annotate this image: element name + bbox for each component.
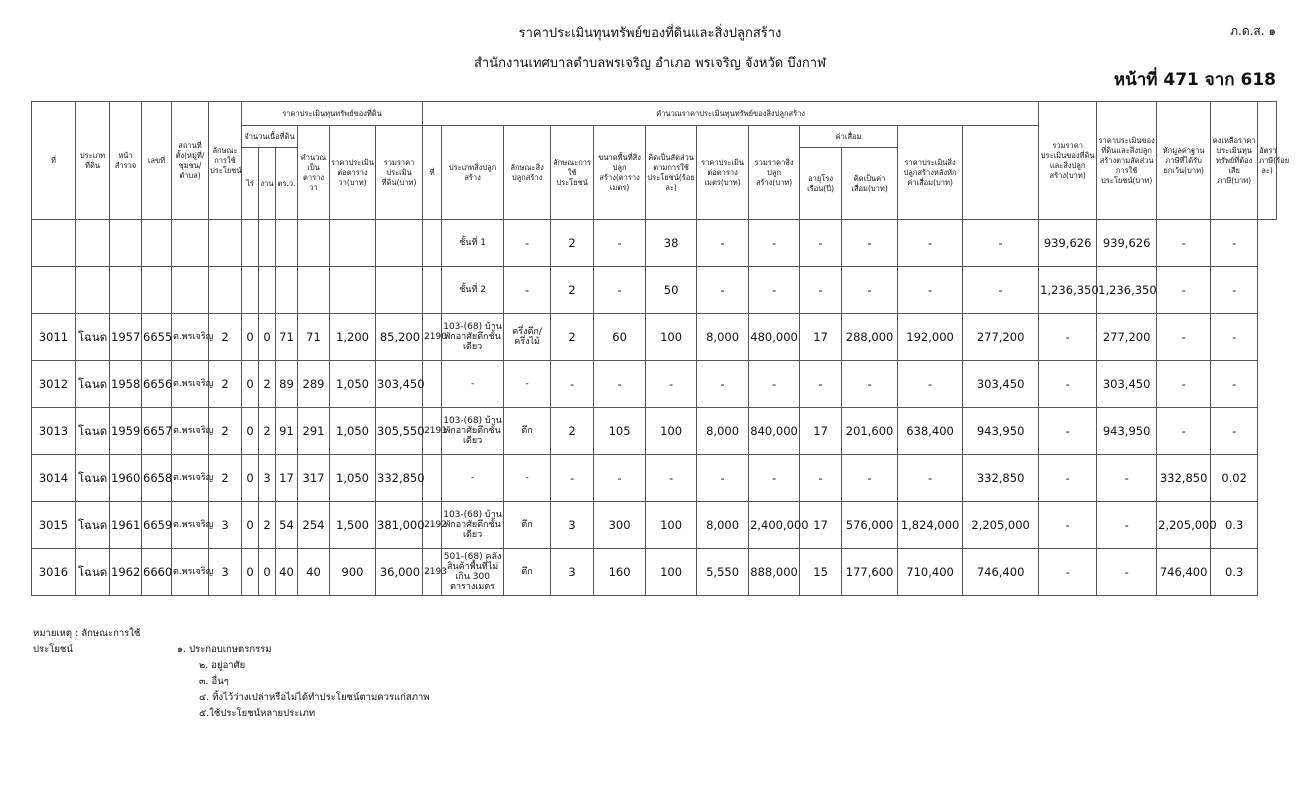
assessment-table (31, 101, 1290, 596)
cell-rate: - (1211, 361, 1258, 408)
floor-after: - (898, 220, 963, 267)
cell-taxable: - (1157, 361, 1211, 408)
cell-page: 1960 (110, 455, 142, 502)
cell-doc: โฉนด (76, 549, 110, 596)
cell-by-usage: - (1039, 314, 1097, 361)
cell-wa: 91 (276, 408, 298, 455)
cell-loc: ต.พรเจริญ (172, 549, 209, 596)
cell-busage: 3 (551, 502, 594, 549)
cell-after: 710,400 (898, 549, 963, 596)
table-row (32, 549, 1277, 596)
cell-btype: 103-(68) บ้านพักอาศัยตึกชั้นเดียว (442, 502, 504, 549)
floor-price-m: - (697, 220, 749, 267)
cell-doc: โฉนด (76, 502, 110, 549)
floor-depr: - (842, 267, 898, 314)
col-busage: ลักษณะการใช้ประโยชน์ (551, 126, 594, 220)
cell-doc: โฉนด (76, 361, 110, 408)
cell-num: 6658 (142, 455, 172, 502)
table-row (32, 361, 1277, 408)
col-bprice-m: ราคาประเมินต่อตารางเมตร(บาท) (697, 126, 749, 220)
cell-no: 3015 (32, 502, 76, 549)
col-land-total: รวมราคาประเมินที่ดิน(บาท) (376, 126, 423, 220)
cell-taxable: 746,400 (1157, 549, 1211, 596)
table-body (32, 220, 1277, 596)
cell-calc: 40 (298, 549, 330, 596)
cell-bprice: - (697, 361, 749, 408)
cell-bpct: 100 (646, 408, 697, 455)
empty-cell (330, 267, 376, 314)
cell-page: 1957 (110, 314, 142, 361)
col-number: เลขที่ (142, 102, 172, 220)
cell-bkind: - (504, 361, 551, 408)
cell-barea: 300 (594, 502, 646, 549)
floor-kind: - (504, 267, 551, 314)
cell-no: 3011 (32, 314, 76, 361)
cell-btotal: 480,000 (749, 314, 800, 361)
floor-rate: - (1211, 267, 1258, 314)
cell-bkind: ตึก (504, 502, 551, 549)
cell-land: 305,550 (376, 408, 423, 455)
empty-cell (376, 267, 423, 314)
cell-doc: โฉนด (76, 408, 110, 455)
col-usage: ลักษณะการใช้ประโยชน์ (209, 102, 242, 220)
empty-cell (209, 220, 242, 267)
floor-by-usage: 939,626 (1039, 220, 1097, 267)
cell-bpct: 100 (646, 549, 697, 596)
cell-ngan: 0 (259, 314, 276, 361)
col-by-usage: ราคาประเมินของที่ดินและสิ่งปลูกสร้างตามสัดส่วนการใช้ประโยชน์(บาท) (1097, 102, 1157, 220)
floor-pct: 38 (646, 220, 697, 267)
cell-page: 1959 (110, 408, 142, 455)
empty-cell (298, 220, 330, 267)
cell-grand: 2,205,000 (963, 502, 1039, 549)
cell-calc: 291 (298, 408, 330, 455)
cell-price: 1,050 (330, 408, 376, 455)
empty-cell (209, 267, 242, 314)
cell-ngan: 2 (259, 408, 276, 455)
empty-cell (32, 220, 76, 267)
cell-age: 17 (800, 314, 842, 361)
floor-btotal: - (749, 267, 800, 314)
cell-num: 6657 (142, 408, 172, 455)
cell-page: 1961 (110, 502, 142, 549)
floor-label: ชั้นที่ 2 (442, 267, 504, 314)
col-doc-type: ประเภทที่ดิน (76, 102, 110, 220)
cell-bpct: 100 (646, 502, 697, 549)
cell-by-usage: - (1039, 361, 1097, 408)
cell-page: 1958 (110, 361, 142, 408)
col-bkind: ลักษณะสิ่งปลูกสร้าง (504, 126, 551, 220)
cell-rai: 0 (242, 314, 259, 361)
cell-by-usage: - (1039, 408, 1097, 455)
empty-cell (276, 220, 298, 267)
floor-age: - (800, 220, 842, 267)
col-grand: รวมราคาประเมินของที่ดินและสิ่งปลูกสร้าง(บาท) (1039, 102, 1097, 220)
floor-btotal: - (749, 220, 800, 267)
cell-doc: โฉนด (76, 314, 110, 361)
empty-cell (110, 220, 142, 267)
cell-calc: 254 (298, 502, 330, 549)
cell-calc: 289 (298, 361, 330, 408)
table-row (32, 408, 1277, 455)
empty-cell (423, 267, 442, 314)
col-taxable: คงเหลือราคาประเมินทุนทรัพย์ที่ต้องเสียภาษี(บาท) (1211, 102, 1258, 220)
empty-cell (259, 267, 276, 314)
cell-ngan: 2 (259, 361, 276, 408)
cell-by-usage: - (1039, 455, 1097, 502)
empty-cell (172, 267, 209, 314)
cell-land: 332,850 (376, 455, 423, 502)
floor-kind: - (504, 220, 551, 267)
col-depr-amt: คิดเป็นค่าเสื่อม(บาท) (842, 148, 898, 220)
form-code: ภ.ด.ส. ๑ (1230, 24, 1276, 38)
col-age: อายุโรงเรือน(ปี) (800, 148, 842, 220)
empty-cell (242, 267, 259, 314)
col-wa: ตร.ว. (276, 148, 298, 220)
cell-after: - (898, 455, 963, 502)
cell-taxable: 332,850 (1157, 455, 1211, 502)
cell-bkind: ตึก (504, 549, 551, 596)
cell-btotal: 840,000 (749, 408, 800, 455)
cell-no: 3013 (32, 408, 76, 455)
cell-bprice: 8,000 (697, 314, 749, 361)
cell-wa: 71 (276, 314, 298, 361)
col-barea: ขนาดพื้นที่สิ่งปลูกสร้าง(ตารางเมตร) (594, 126, 646, 220)
cell-btype: 501-(68) คลังสินค้าพื้นที่ไม่เกิน 300 ตารางเมตร (442, 549, 504, 596)
cell-btype: - (442, 455, 504, 502)
group-building: คำนวณราคาประเมินทุนทรัพย์ของสิ่งปลูกสร้าง (423, 102, 1039, 126)
cell-rai: 0 (242, 549, 259, 596)
cell-deduct: 303,450 (1097, 361, 1157, 408)
group-area: จำนวนเนื้อที่ดิน (242, 126, 298, 148)
cell-deduct: - (1097, 502, 1157, 549)
cell-doc: โฉนด (76, 455, 110, 502)
cell-wa: 54 (276, 502, 298, 549)
cell-busage: - (551, 455, 594, 502)
empty-cell (276, 267, 298, 314)
office-subtitle: สำนักงานเทศบาลตำบลพรเจริญ อำเภอ พรเจริญ จังหวัด บึงกาฬ (473, 56, 826, 71)
cell-age: 17 (800, 502, 842, 549)
floor-row (32, 220, 1277, 267)
cell-bno (423, 455, 442, 502)
floor-usage: 2 (551, 220, 594, 267)
floor-deduct: 1,236,350 (1097, 267, 1157, 314)
notes-label: หมายเหตุ : ลักษณะการใช้ประโยชน์ (33, 628, 141, 655)
empty-cell (32, 267, 76, 314)
cell-grand: 943,950 (963, 408, 1039, 455)
cell-loc: ต.พรเจริญ (172, 408, 209, 455)
cell-rate: 0.3 (1211, 502, 1258, 549)
cell-land: 36,000 (376, 549, 423, 596)
cell-grand: 332,850 (963, 455, 1039, 502)
cell-age: - (800, 361, 842, 408)
cell-bprice: 8,000 (697, 502, 749, 549)
col-after-depr: ราคาประเมินสิ่งปลูกสร้างหลังหักค่าเสื่อม(บาท) (898, 126, 963, 220)
cell-loc: ต.พรเจริญ (172, 314, 209, 361)
col-btype: ประเภทสิ่งปลูกสร้าง (442, 126, 504, 220)
floor-by-usage: 1,236,350 (1039, 267, 1097, 314)
cell-btotal: 2,400,000 (749, 502, 800, 549)
floor-grand: - (963, 220, 1039, 267)
cell-bno: 2191 (423, 408, 442, 455)
empty-cell (76, 220, 110, 267)
empty-cell (330, 220, 376, 267)
floor-grand: - (963, 267, 1039, 314)
cell-barea: - (594, 361, 646, 408)
floor-row (32, 267, 1277, 314)
cell-num: 6660 (142, 549, 172, 596)
cell-barea: 105 (594, 408, 646, 455)
cell-bkind: ครึ่งตึก/ครึ่งไม้ (504, 314, 551, 361)
cell-usage: 3 (209, 502, 242, 549)
cell-price: 1,050 (330, 361, 376, 408)
cell-num: 6656 (142, 361, 172, 408)
cell-grand: 303,450 (963, 361, 1039, 408)
cell-rate: 0.02 (1211, 455, 1258, 502)
note-item: ๔. ทิ้งไว้ว่างเปล่าหรือไม่ได้ทำประโยชน์ตามควรแก่สภาพ (199, 692, 430, 703)
cell-no: 3012 (32, 361, 76, 408)
cell-num: 6659 (142, 502, 172, 549)
notes (33, 626, 430, 722)
cell-after: 638,400 (898, 408, 963, 455)
cell-bprice: 5,550 (697, 549, 749, 596)
cell-bprice: - (697, 455, 749, 502)
empty-cell (423, 220, 442, 267)
cell-usage: 3 (209, 549, 242, 596)
floor-age: - (800, 267, 842, 314)
empty-cell (298, 267, 330, 314)
empty-cell (242, 220, 259, 267)
cell-ngan: 0 (259, 549, 276, 596)
cell-after: 192,000 (898, 314, 963, 361)
cell-page: 1962 (110, 549, 142, 596)
cell-busage: 2 (551, 408, 594, 455)
cell-depr: 201,600 (842, 408, 898, 455)
group-depr: ค่าเสื่อม (800, 126, 898, 148)
cell-after: 1,824,000 (898, 502, 963, 549)
col-calc-wa: คำนวณเป็นตารางวา (298, 126, 330, 220)
cell-rai: 0 (242, 361, 259, 408)
floor-taxable: - (1157, 220, 1211, 267)
cell-calc: 71 (298, 314, 330, 361)
cell-rai: 0 (242, 502, 259, 549)
cell-price: 900 (330, 549, 376, 596)
cell-bpct: - (646, 361, 697, 408)
cell-depr: 288,000 (842, 314, 898, 361)
cell-bno: 2193 (423, 549, 442, 596)
cell-loc: ต.พรเจริญ (172, 455, 209, 502)
cell-btotal: - (749, 361, 800, 408)
cell-loc: ต.พรเจริญ (172, 502, 209, 549)
cell-bkind: - (504, 455, 551, 502)
floor-area: - (594, 220, 646, 267)
cell-deduct: 277,200 (1097, 314, 1157, 361)
cell-bpct: - (646, 455, 697, 502)
col-btotal: รวมราคาสิ่งปลูกสร้าง(บาท) (749, 126, 800, 220)
cell-ngan: 2 (259, 502, 276, 549)
floor-label: ชั้นที่ 1 (442, 220, 504, 267)
col-no: ที่ (32, 102, 76, 220)
cell-rai: 0 (242, 455, 259, 502)
cell-calc: 317 (298, 455, 330, 502)
col-price-wa: ราคาประเมินต่อตารางวา(บาท) (330, 126, 376, 220)
note-item: ๒. อยู่อาศัย (199, 660, 246, 671)
cell-age: 15 (800, 549, 842, 596)
floor-area: - (594, 267, 646, 314)
cell-grand: 277,200 (963, 314, 1039, 361)
col-rate: อัตราภาษี(ร้อยละ) (1258, 102, 1277, 220)
col-location: สถานที่ตั้ง(หมู่ที่/ชุมชน/ตำบล) (172, 102, 209, 220)
cell-barea: - (594, 455, 646, 502)
cell-age: - (800, 455, 842, 502)
cell-busage: 2 (551, 314, 594, 361)
cell-taxable: - (1157, 314, 1211, 361)
floor-taxable: - (1157, 267, 1211, 314)
cell-taxable: - (1157, 408, 1211, 455)
empty-cell (142, 220, 172, 267)
cell-loc: ต.พรเจริญ (172, 361, 209, 408)
cell-deduct: - (1097, 549, 1157, 596)
cell-usage: 2 (209, 408, 242, 455)
cell-wa: 40 (276, 549, 298, 596)
cell-bno (423, 361, 442, 408)
cell-busage: 3 (551, 549, 594, 596)
page-title: ราคาประเมินทุนทรัพย์ของที่ดินและสิ่งปลูกสร้าง (518, 26, 782, 41)
cell-age: 17 (800, 408, 842, 455)
cell-taxable: 2,205,000 (1157, 502, 1211, 549)
col-deduct: หักมูลค่าฐานภาษีที่ได้รับยกเว้น(บาท) (1157, 102, 1211, 220)
empty-cell (110, 267, 142, 314)
floor-pct: 50 (646, 267, 697, 314)
cell-barea: 60 (594, 314, 646, 361)
floor-after: - (898, 267, 963, 314)
cell-btotal: 888,000 (749, 549, 800, 596)
note-item: ๕.ใช้ประโยชน์หลายประเภท (199, 708, 316, 719)
cell-rate: 0.3 (1211, 549, 1258, 596)
cell-depr: 177,600 (842, 549, 898, 596)
col-rai: ไร่ (242, 148, 259, 220)
floor-usage: 2 (551, 267, 594, 314)
cell-ngan: 3 (259, 455, 276, 502)
cell-bkind: ตึก (504, 408, 551, 455)
cell-price: 1,050 (330, 455, 376, 502)
cell-btype: 103-(68) บ้านพักอาศัยตึกชั้นเดียว (442, 314, 504, 361)
cell-grand: 746,400 (963, 549, 1039, 596)
cell-usage: 2 (209, 314, 242, 361)
cell-rate: - (1211, 314, 1258, 361)
cell-depr: - (842, 361, 898, 408)
col-bpct: คิดเป็นสัดส่วนตามการใช้ประโยชน์(ร้อยละ) (646, 126, 697, 220)
note-item: ๓. อื่นๆ (199, 676, 229, 687)
cell-wa: 17 (276, 455, 298, 502)
cell-btype: - (442, 361, 504, 408)
cell-after: - (898, 361, 963, 408)
page-info: หน้าที่ 471 จาก 618 (1113, 70, 1276, 90)
floor-price-m: - (697, 267, 749, 314)
cell-btype: 103-(68) บ้านพักอาศัยตึกชั้นเดียว (442, 408, 504, 455)
cell-wa: 89 (276, 361, 298, 408)
cell-usage: 2 (209, 455, 242, 502)
cell-depr: - (842, 455, 898, 502)
empty-cell (259, 220, 276, 267)
cell-bno: 2192 (423, 502, 442, 549)
cell-barea: 160 (594, 549, 646, 596)
cell-bno: 2190 (423, 314, 442, 361)
cell-deduct: 943,950 (1097, 408, 1157, 455)
cell-price: 1,200 (330, 314, 376, 361)
table-row (32, 455, 1277, 502)
cell-bpct: 100 (646, 314, 697, 361)
col-page: หน้าสำรวจ (110, 102, 142, 220)
empty-cell (376, 220, 423, 267)
note-line-1 (33, 626, 430, 658)
note-item: ๑. ประกอบเกษตรกรรม (177, 644, 272, 655)
floor-deduct: 939,626 (1097, 220, 1157, 267)
cell-usage: 2 (209, 361, 242, 408)
cell-price: 1,500 (330, 502, 376, 549)
col-bno: ที่ (423, 126, 442, 220)
cell-by-usage: - (1039, 549, 1097, 596)
cell-no: 3016 (32, 549, 76, 596)
cell-depr: 576,000 (842, 502, 898, 549)
cell-land: 381,000 (376, 502, 423, 549)
empty-cell (172, 220, 209, 267)
cell-no: 3014 (32, 455, 76, 502)
cell-deduct: - (1097, 455, 1157, 502)
floor-rate: - (1211, 220, 1258, 267)
cell-bprice: 8,000 (697, 408, 749, 455)
group-land: ราคาประเมินทุนทรัพย์ของที่ดิน (242, 102, 423, 126)
cell-rai: 0 (242, 408, 259, 455)
table-row (32, 502, 1277, 549)
empty-cell (142, 267, 172, 314)
cell-rate: - (1211, 408, 1258, 455)
col-ngan: งาน (259, 148, 276, 220)
cell-btotal: - (749, 455, 800, 502)
cell-busage: - (551, 361, 594, 408)
table-row (32, 314, 1277, 361)
cell-by-usage: - (1039, 502, 1097, 549)
cell-land: 303,450 (376, 361, 423, 408)
cell-land: 85,200 (376, 314, 423, 361)
cell-num: 6655 (142, 314, 172, 361)
empty-cell (76, 267, 110, 314)
floor-depr: - (842, 220, 898, 267)
